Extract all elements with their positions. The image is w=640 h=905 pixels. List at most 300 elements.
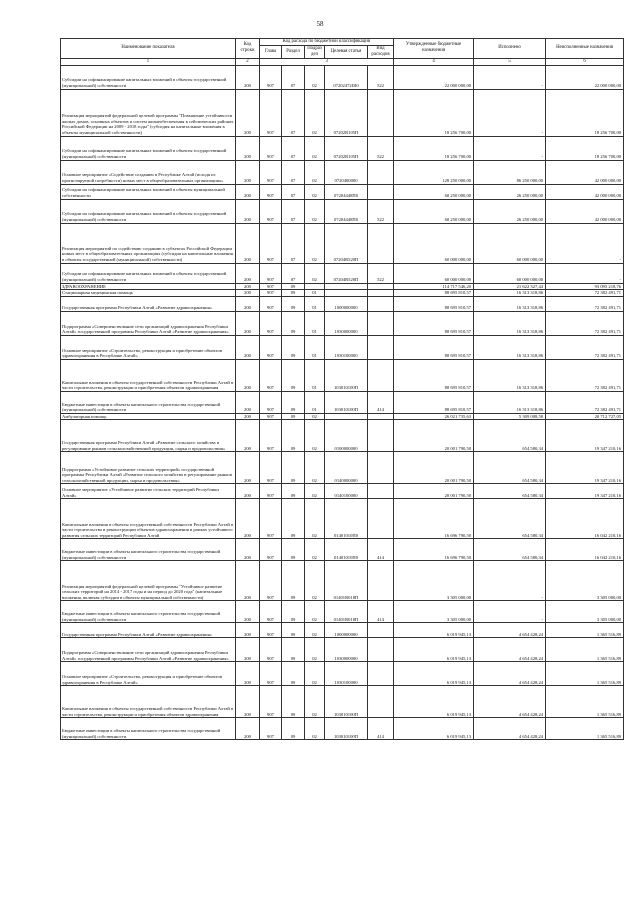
row-unexecuted: - bbox=[546, 263, 624, 283]
row-razdel: 09 bbox=[282, 391, 305, 413]
row-podrazdel: 01 bbox=[305, 290, 325, 297]
row-target bbox=[325, 290, 368, 297]
row-glava: 907 bbox=[260, 335, 282, 359]
row-name: Реализация мероприятий федеральной целевой программы "Устойчивое развитие сельских территорий на 2014 - 2017 годы и на период до 2020 года" (капитальные вложения, включая субсидии в объекты муниципальной собственности) bbox=[61, 561, 236, 601]
row-line-code: 200 bbox=[236, 484, 260, 499]
row-razdel: 09 bbox=[282, 561, 305, 601]
table-body bbox=[61, 65, 624, 740]
row-unexecuted: 72 382 491,71 bbox=[546, 391, 624, 413]
row-razdel: 07 bbox=[282, 89, 305, 136]
row-unexecuted: 3 305 000,00 bbox=[546, 561, 624, 601]
row-approved: 88 695 810,57 bbox=[394, 296, 474, 311]
row-glava: 907 bbox=[260, 296, 282, 311]
row-line-code: 200 bbox=[236, 223, 260, 263]
table-row bbox=[61, 638, 624, 662]
row-podrazdel: 02 bbox=[305, 601, 325, 623]
row-razdel: 09 bbox=[282, 359, 305, 391]
row-podrazdel: 02 bbox=[305, 413, 325, 420]
row-razdel: 09 bbox=[282, 290, 305, 297]
row-executed: 4 654 428,24 bbox=[474, 638, 546, 662]
header-index: 4 bbox=[394, 58, 474, 65]
table-row bbox=[61, 296, 624, 311]
row-name: Субсидии на софинансирование капитальных вложений в объекты государственной (муниципальной) собственности bbox=[61, 65, 236, 89]
row-podrazdel: 02 bbox=[305, 160, 325, 184]
row-podrazdel: 02 bbox=[305, 499, 325, 539]
header-executed: Исполнено bbox=[474, 39, 546, 59]
header-index-row bbox=[61, 58, 624, 65]
row-target bbox=[325, 413, 368, 420]
row-target: 01401R018П bbox=[325, 601, 368, 623]
row-line-code: 200 bbox=[236, 160, 260, 184]
row-target: 07204R520П bbox=[325, 223, 368, 263]
row-target: 1030000000 bbox=[325, 638, 368, 662]
table-row bbox=[61, 65, 624, 89]
row-line-code: 200 bbox=[236, 263, 260, 283]
row-unexecuted: 22 000 000,00 bbox=[546, 65, 624, 89]
row-approved: 20 001 790,50 bbox=[394, 452, 474, 484]
row-razdel: 09 bbox=[282, 718, 305, 740]
header-razdel: Раздел bbox=[282, 45, 305, 58]
row-vid: 414 bbox=[368, 601, 394, 623]
row-approved: 6 019 945,13 bbox=[394, 638, 474, 662]
row-target: 103010100П bbox=[325, 718, 368, 740]
row-name: Капитальные вложения в объекты государственной собственности Республики Алтай в части строительства, реконструкции и приобретения объектов здравоохранения bbox=[61, 359, 236, 391]
row-razdel: 09 bbox=[282, 623, 305, 638]
header-podrazdel: Подраз дел bbox=[305, 45, 325, 58]
row-glava: 907 bbox=[260, 89, 282, 136]
table-row bbox=[61, 662, 624, 686]
row-razdel: 09 bbox=[282, 420, 305, 452]
row-target: 1000000000 bbox=[325, 296, 368, 311]
row-line-code: 200 bbox=[236, 391, 260, 413]
row-vid bbox=[368, 413, 394, 420]
row-razdel: 09 bbox=[282, 335, 305, 359]
table-row bbox=[61, 160, 624, 184]
header-index: 5 bbox=[474, 58, 546, 65]
table-row bbox=[61, 359, 624, 391]
row-approved: 20 001 790,50 bbox=[394, 484, 474, 499]
row-target: 103010100П bbox=[325, 391, 368, 413]
row-name: Бюджетные инвестиции в объекты капитального строительства государственной (муниципальной) собственности bbox=[61, 539, 236, 561]
row-executed: - bbox=[474, 89, 546, 136]
row-executed: 60 000 000,00 bbox=[474, 263, 546, 283]
row-approved: 68 250 000,00 bbox=[394, 199, 474, 223]
row-unexecuted: 72 382 491,71 bbox=[546, 311, 624, 335]
row-vid bbox=[368, 283, 394, 290]
row-glava: 907 bbox=[260, 290, 282, 297]
row-vid: 414 bbox=[368, 718, 394, 740]
header-target: Целевая статья bbox=[325, 45, 368, 58]
row-name: ЗДРАВООХРАНЕНИЕ bbox=[61, 283, 236, 290]
row-vid bbox=[368, 311, 394, 335]
row-line-code: 200 bbox=[236, 662, 260, 686]
row-glava: 907 bbox=[260, 223, 282, 263]
row-podrazdel bbox=[305, 283, 325, 290]
row-name: Основное мероприятие «Содействие созданию в Республике Алтай (исходя из прогнозируемой потребности) новых мест в общеобразовательных организациях» bbox=[61, 160, 236, 184]
row-approved: 26 021 735,63 bbox=[394, 413, 474, 420]
table-header bbox=[61, 39, 624, 66]
row-executed: 16 313 318,86 bbox=[474, 335, 546, 359]
row-executed: 5 309 008,58 bbox=[474, 413, 546, 420]
row-line-code: 200 bbox=[236, 136, 260, 160]
row-name: Бюджетные инвестиции в объекты капитального строительства государственной (муниципальной) собственности bbox=[61, 718, 236, 740]
row-line-code: 200 bbox=[236, 283, 260, 290]
row-glava: 907 bbox=[260, 65, 282, 89]
row-vid bbox=[368, 359, 394, 391]
table-row bbox=[61, 452, 624, 484]
row-executed: 4 654 428,24 bbox=[474, 718, 546, 740]
row-podrazdel: 02 bbox=[305, 484, 325, 499]
row-razdel: 07 bbox=[282, 263, 305, 283]
row-glava: 907 bbox=[260, 311, 282, 335]
row-unexecuted: 72 382 491,71 bbox=[546, 359, 624, 391]
row-approved: 88 695 810,57 bbox=[394, 290, 474, 297]
row-name: Государственная программа Республики Алтай «Развитие здравоохранения» bbox=[61, 296, 236, 311]
row-line-code: 200 bbox=[236, 184, 260, 199]
header-index: 6 bbox=[546, 58, 624, 65]
row-name: Стационарная медицинская помощь bbox=[61, 290, 236, 297]
row-vid: 414 bbox=[368, 391, 394, 413]
row-glava: 907 bbox=[260, 160, 282, 184]
row-podrazdel: 02 bbox=[305, 420, 325, 452]
row-vid bbox=[368, 160, 394, 184]
row-podrazdel: 01 bbox=[305, 391, 325, 413]
row-approved: 18 256 700,00 bbox=[394, 136, 474, 160]
row-vid bbox=[368, 561, 394, 601]
row-glava: 907 bbox=[260, 199, 282, 223]
row-glava: 907 bbox=[260, 601, 282, 623]
row-approved: 6 019 945,13 bbox=[394, 623, 474, 638]
row-unexecuted: 1 365 516,89 bbox=[546, 686, 624, 718]
row-razdel: 07 bbox=[282, 65, 305, 89]
row-glava: 907 bbox=[260, 662, 282, 686]
row-razdel: 09 bbox=[282, 638, 305, 662]
page-number: 58 bbox=[316, 20, 324, 28]
row-vid bbox=[368, 290, 394, 297]
row-executed: - bbox=[474, 561, 546, 601]
row-line-code: 200 bbox=[236, 65, 260, 89]
row-name: Субсидии на софинансирование капитальных вложений в объекты государственной (муниципальной) собственности bbox=[61, 199, 236, 223]
row-name: Бюджетные инвестиции в объекты капитального строительства государственной (муниципальной) собственности bbox=[61, 601, 236, 623]
row-line-code: 200 bbox=[236, 452, 260, 484]
row-glava: 907 bbox=[260, 539, 282, 561]
row-unexecuted: 1 365 516,89 bbox=[546, 623, 624, 638]
row-approved: 16 696 790,50 bbox=[394, 499, 474, 539]
row-razdel: 09 bbox=[282, 686, 305, 718]
row-vid bbox=[368, 296, 394, 311]
row-line-code: 200 bbox=[236, 335, 260, 359]
row-glava: 907 bbox=[260, 391, 282, 413]
row-razdel: 09 bbox=[282, 484, 305, 499]
row-unexecuted: 93 095 218,76 bbox=[546, 283, 624, 290]
row-approved: 88 695 810,57 bbox=[394, 391, 474, 413]
row-executed: 16 313 318,86 bbox=[474, 290, 546, 297]
row-vid bbox=[368, 452, 394, 484]
row-executed: 654 580,34 bbox=[474, 499, 546, 539]
table-row bbox=[61, 413, 624, 420]
row-target: 1030000000 bbox=[325, 311, 368, 335]
row-executed: 654 580,34 bbox=[474, 452, 546, 484]
row-target: 0720400000 bbox=[325, 160, 368, 184]
row-name: Капитальные вложения в объекты государственной собственности Республики Алтай в части строительства и реконструкции объектов здравоохранения в рамках устойчивого развития сельских территорий Республики Алтай bbox=[61, 499, 236, 539]
row-approved: 68 250 000,00 bbox=[394, 184, 474, 199]
table-row bbox=[61, 199, 624, 223]
table-row bbox=[61, 283, 624, 290]
row-razdel: 09 bbox=[282, 283, 305, 290]
table-row bbox=[61, 561, 624, 601]
row-executed: 86 250 000,00 bbox=[474, 160, 546, 184]
row-executed: 16 313 318,86 bbox=[474, 391, 546, 413]
row-unexecuted: 16 042 210,16 bbox=[546, 539, 624, 561]
row-unexecuted: 1 365 516,89 bbox=[546, 718, 624, 740]
row-executed: - bbox=[474, 136, 546, 160]
row-approved: 88 695 810,57 bbox=[394, 311, 474, 335]
row-target: 103010100П bbox=[325, 686, 368, 718]
header-vid: Вид расходов bbox=[368, 45, 394, 58]
row-razdel: 09 bbox=[282, 601, 305, 623]
table-row bbox=[61, 686, 624, 718]
row-approved: 3 305 000,00 bbox=[394, 601, 474, 623]
row-approved: 6 019 945,13 bbox=[394, 718, 474, 740]
row-executed: 4 654 428,24 bbox=[474, 662, 546, 686]
row-name: Реализация мероприятий по содействию созданию в субъектах Российской Федерации новых мест в общеобразовательных организациях (субсидия на капитальные вложения в объекты государственной (муниципальной) собственности) bbox=[61, 223, 236, 263]
row-unexecuted: 3 305 000,00 bbox=[546, 601, 624, 623]
header-glava: Глава bbox=[260, 45, 282, 58]
row-approved: 128 250 000,00 bbox=[394, 160, 474, 184]
table-row bbox=[61, 623, 624, 638]
table-row bbox=[61, 420, 624, 452]
header-index: 1 bbox=[61, 58, 236, 65]
row-target: 1030100000 bbox=[325, 335, 368, 359]
row-razdel: 07 bbox=[282, 136, 305, 160]
row-unexecuted: 72 382 491,71 bbox=[546, 290, 624, 297]
row-unexecuted: 42 000 000,00 bbox=[546, 160, 624, 184]
row-line-code: 200 bbox=[236, 539, 260, 561]
row-vid: 522 bbox=[368, 136, 394, 160]
row-name: Амбулаторная помощь bbox=[61, 413, 236, 420]
row-vid bbox=[368, 420, 394, 452]
row-unexecuted: 1 365 516,89 bbox=[546, 638, 624, 662]
row-approved: 114 717 546,20 bbox=[394, 283, 474, 290]
row-vid bbox=[368, 499, 394, 539]
row-executed: 21 622 327,44 bbox=[474, 283, 546, 290]
table-row bbox=[61, 136, 624, 160]
row-name: Основное мероприятие «Устойчивое развитие сельских территорий Республики Алтай» bbox=[61, 484, 236, 499]
row-glava: 907 bbox=[260, 413, 282, 420]
row-unexecuted: 18 256 700,00 bbox=[546, 89, 624, 136]
row-executed: 654 580,34 bbox=[474, 539, 546, 561]
row-approved: 22 000 000,00 bbox=[394, 65, 474, 89]
row-line-code: 200 bbox=[236, 499, 260, 539]
row-approved: 6 019 945,13 bbox=[394, 662, 474, 686]
row-executed: 4 654 428,24 bbox=[474, 686, 546, 718]
row-unexecuted: 42 000 000,00 bbox=[546, 184, 624, 199]
table-row bbox=[61, 539, 624, 561]
header-line-code: Код строки bbox=[236, 39, 260, 59]
row-podrazdel: 01 bbox=[305, 311, 325, 335]
row-podrazdel: 02 bbox=[305, 638, 325, 662]
row-approved: 20 001 790,50 bbox=[394, 420, 474, 452]
row-razdel: 09 bbox=[282, 662, 305, 686]
row-podrazdel: 02 bbox=[305, 89, 325, 136]
row-executed: - bbox=[474, 65, 546, 89]
row-target: 1030100000 bbox=[325, 662, 368, 686]
row-target: 07202472Ш0 bbox=[325, 65, 368, 89]
row-podrazdel: 02 bbox=[305, 662, 325, 686]
row-podrazdel: 02 bbox=[305, 65, 325, 89]
row-line-code: 200 bbox=[236, 413, 260, 420]
row-name: Государственная программа Республики Алтай «Развитие здравоохранения» bbox=[61, 623, 236, 638]
row-unexecuted: 19 347 210,16 bbox=[546, 484, 624, 499]
row-glava: 907 bbox=[260, 420, 282, 452]
row-unexecuted: - bbox=[546, 223, 624, 263]
row-name: Подпрограмма «Устойчивое развитие сельских территорий» государственной программы Республики Алтай «Развитие сельского хозяйства и регулирование рынков сельскохозяйственной продукции, сырья и продовольствия» bbox=[61, 452, 236, 484]
row-vid bbox=[368, 662, 394, 686]
row-glava: 907 bbox=[260, 686, 282, 718]
row-podrazdel: 02 bbox=[305, 718, 325, 740]
row-podrazdel: 02 bbox=[305, 199, 325, 223]
row-vid bbox=[368, 335, 394, 359]
row-vid bbox=[368, 484, 394, 499]
row-approved: 16 696 790,50 bbox=[394, 539, 474, 561]
row-unexecuted: 42 000 000,00 bbox=[546, 199, 624, 223]
row-name: Подпрограмма «Совершенствование сети организаций здравоохранения Республики Алтай» государственной программы Республики Алтай «Развитие здравоохранения» bbox=[61, 638, 236, 662]
row-approved: 18 256 700,00 bbox=[394, 89, 474, 136]
row-approved: 6 019 945,13 bbox=[394, 686, 474, 718]
row-executed: 26 250 000,00 bbox=[474, 184, 546, 199]
row-name: Реализация мероприятий федеральной целевой программы "Повышение устойчивости жилых домов, основных объектов и систем жизнеобеспечения в сейсмических районах Российской Федерации на 2009 - 2018 годы" (субсидия на капитальные вложения в объекты муниципальной собственности) bbox=[61, 89, 236, 136]
row-glava: 907 bbox=[260, 452, 282, 484]
row-razdel: 09 bbox=[282, 539, 305, 561]
row-approved: 60 000 000,00 bbox=[394, 223, 474, 263]
row-glava: 907 bbox=[260, 136, 282, 160]
header-budget-classification: Код расхода по бюджетной классификации bbox=[260, 39, 394, 46]
row-glava: 907 bbox=[260, 184, 282, 199]
table-row bbox=[61, 718, 624, 740]
row-razdel: 09 bbox=[282, 413, 305, 420]
row-glava: 907 bbox=[260, 638, 282, 662]
table-row bbox=[61, 263, 624, 283]
row-podrazdel: 02 bbox=[305, 686, 325, 718]
row-unexecuted: 72 382 491,71 bbox=[546, 296, 624, 311]
row-target: 07204448П0 bbox=[325, 199, 368, 223]
row-target: 0100000000 bbox=[325, 420, 368, 452]
row-name: Основное мероприятие «Строительство, реконструкция и приобретение объектов здравоохранения в Республике Алтай» bbox=[61, 662, 236, 686]
row-podrazdel: 02 bbox=[305, 136, 325, 160]
row-executed: 60 000 000,00 bbox=[474, 223, 546, 263]
row-name: Субсидии на софинансирование капитальных вложений в объекты государственной (муниципальной) собственности bbox=[61, 263, 236, 283]
row-line-code: 200 bbox=[236, 290, 260, 297]
row-approved: 88 695 810,57 bbox=[394, 359, 474, 391]
row-unexecuted: 16 042 210,16 bbox=[546, 499, 624, 539]
row-line-code: 200 bbox=[236, 638, 260, 662]
row-name: Государственная программа Республики Алтай «Развитие сельского хозяйства и регулирование рынков сельскохозяйственной продукции, сырья и продовольствия» bbox=[61, 420, 236, 452]
row-target: 0140000000 bbox=[325, 452, 368, 484]
row-line-code: 200 bbox=[236, 686, 260, 718]
row-target: 01401010П0 bbox=[325, 539, 368, 561]
row-glava: 907 bbox=[260, 499, 282, 539]
row-podrazdel: 02 bbox=[305, 184, 325, 199]
row-vid bbox=[368, 184, 394, 199]
row-podrazdel: 02 bbox=[305, 452, 325, 484]
row-executed: 16 313 318,86 bbox=[474, 359, 546, 391]
row-unexecuted: 19 347 210,16 bbox=[546, 420, 624, 452]
row-unexecuted: 1 365 516,89 bbox=[546, 662, 624, 686]
row-line-code: 200 bbox=[236, 561, 260, 601]
row-razdel: 09 bbox=[282, 296, 305, 311]
row-name: Субсидии на софинансирование капитальных вложений в объекты муниципальной собственности bbox=[61, 184, 236, 199]
row-vid: 522 bbox=[368, 263, 394, 283]
row-vid bbox=[368, 223, 394, 263]
row-target: 01401010П0 bbox=[325, 499, 368, 539]
row-executed: 654 580,34 bbox=[474, 484, 546, 499]
row-target: 07202R105П bbox=[325, 136, 368, 160]
row-razdel: 07 bbox=[282, 160, 305, 184]
row-unexecuted: 19 347 210,16 bbox=[546, 452, 624, 484]
row-name: Бюджетные инвестиции в объекты капитального строительства государственной (муниципальной) собственности bbox=[61, 391, 236, 413]
row-line-code: 200 bbox=[236, 601, 260, 623]
header-name: Наименование показателя bbox=[61, 39, 236, 59]
table-row bbox=[61, 223, 624, 263]
row-podrazdel: 02 bbox=[305, 561, 325, 601]
row-vid: 414 bbox=[368, 539, 394, 561]
row-razdel: 09 bbox=[282, 311, 305, 335]
row-target bbox=[325, 283, 368, 290]
row-line-code: 200 bbox=[236, 359, 260, 391]
row-vid bbox=[368, 89, 394, 136]
row-line-code: 200 bbox=[236, 296, 260, 311]
row-approved: 60 000 000,00 bbox=[394, 263, 474, 283]
header-approved: Утвержденные бюджетные назначения bbox=[394, 39, 474, 59]
table-row bbox=[61, 89, 624, 136]
row-podrazdel: 01 bbox=[305, 359, 325, 391]
row-podrazdel: 02 bbox=[305, 223, 325, 263]
row-line-code: 200 bbox=[236, 623, 260, 638]
table-row bbox=[61, 391, 624, 413]
row-executed: 26 250 000,00 bbox=[474, 199, 546, 223]
row-glava: 907 bbox=[260, 283, 282, 290]
row-name: Основное мероприятие «Строительство, реконструкция и приобретение объектов здравоохранения в Республике Алтай» bbox=[61, 335, 236, 359]
row-podrazdel: 02 bbox=[305, 539, 325, 561]
row-line-code: 200 bbox=[236, 89, 260, 136]
row-line-code: 200 bbox=[236, 199, 260, 223]
row-vid: 522 bbox=[368, 65, 394, 89]
row-target: 1000000000 bbox=[325, 623, 368, 638]
row-podrazdel: 02 bbox=[305, 623, 325, 638]
row-target: 01401R018П bbox=[325, 561, 368, 601]
row-vid bbox=[368, 686, 394, 718]
row-target: 103010100П bbox=[325, 359, 368, 391]
row-executed: 16 313 318,86 bbox=[474, 311, 546, 335]
row-unexecuted: 18 256 700,00 bbox=[546, 136, 624, 160]
row-vid: 522 bbox=[368, 199, 394, 223]
row-line-code: 200 bbox=[236, 718, 260, 740]
table-row bbox=[61, 311, 624, 335]
row-razdel: 09 bbox=[282, 452, 305, 484]
row-target: 07204448П0 bbox=[325, 184, 368, 199]
row-unexecuted: 20 712 727,05 bbox=[546, 413, 624, 420]
row-glava: 907 bbox=[260, 561, 282, 601]
row-unexecuted: 72 382 491,71 bbox=[546, 335, 624, 359]
row-line-code: 200 bbox=[236, 311, 260, 335]
row-approved: 88 695 810,57 bbox=[394, 335, 474, 359]
row-glava: 907 bbox=[260, 718, 282, 740]
row-approved: 3 305 000,00 bbox=[394, 561, 474, 601]
table-row bbox=[61, 499, 624, 539]
row-podrazdel: 01 bbox=[305, 296, 325, 311]
row-executed: 4 654 428,24 bbox=[474, 623, 546, 638]
header-unexecuted: Неисполненные назначения bbox=[546, 39, 624, 59]
